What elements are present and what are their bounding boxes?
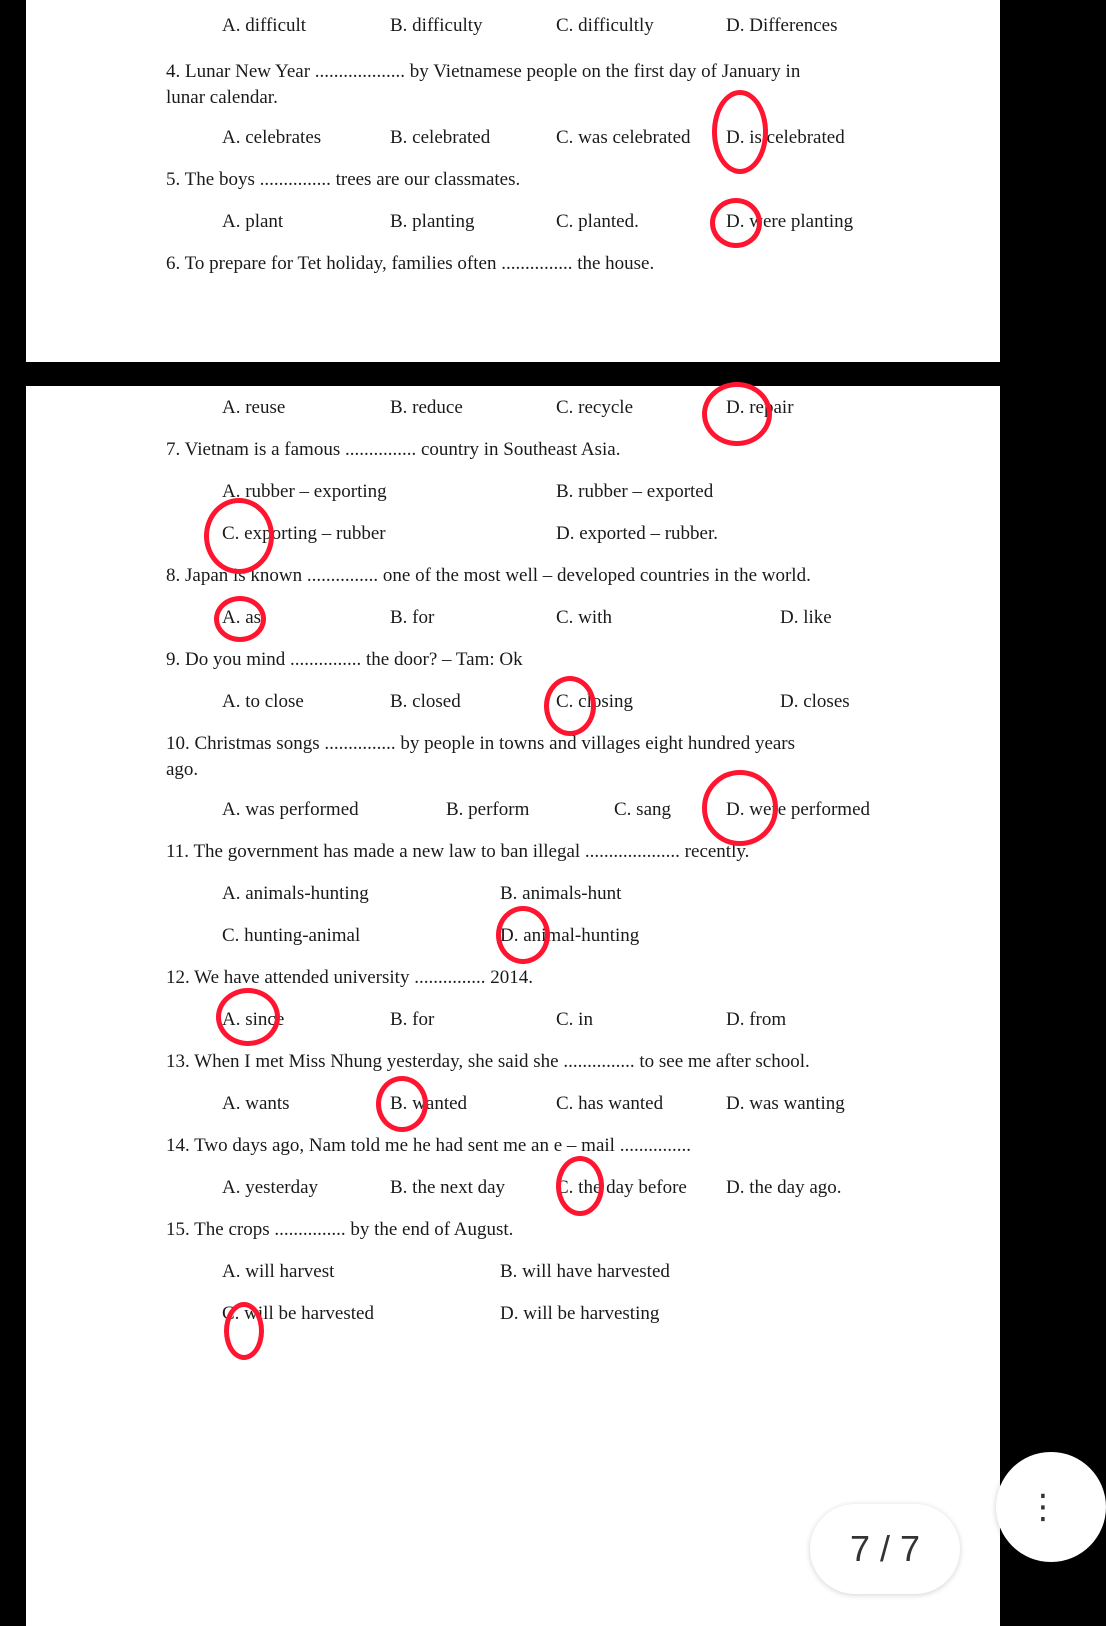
- more-options-icon[interactable]: ⋮: [996, 1452, 1106, 1562]
- q9-option-d: D. closes: [780, 691, 850, 712]
- q10-option-a: A. was performed: [222, 799, 359, 820]
- q14-option-a: A. yesterday: [222, 1177, 319, 1198]
- q6-option-a: A. reuse: [222, 397, 286, 418]
- q13-option-a: A. wants: [222, 1093, 290, 1114]
- q8-option-a: A. as: [222, 607, 262, 628]
- q13-stem: 13. When I met Miss Nhung yesterday, she said she ............... to see me after school.: [166, 1051, 810, 1072]
- q3-option-c: C. difficultly: [556, 15, 654, 36]
- q12-option-a: A. since: [222, 1009, 285, 1030]
- q9-option-b: B. closed: [390, 691, 461, 712]
- q10-stem-line2: ago.: [166, 759, 199, 780]
- q14-stem: 14. Two days ago, Nam told me he had sent me an e – mail ...............: [166, 1135, 691, 1156]
- q7-option-b: B. rubber – exported: [556, 481, 714, 502]
- q11-stem: 11. The government has made a new law to ban illegal .................... recently.: [166, 841, 750, 862]
- q8-option-d: D. like: [780, 607, 832, 628]
- q10-option-b: B. perform: [446, 799, 530, 820]
- q13-option-c: C. has wanted: [556, 1093, 664, 1114]
- q12-stem: 12. We have attended university ............... 2014.: [166, 967, 533, 988]
- q11-option-c: C. hunting-animal: [222, 925, 361, 946]
- q11-option-d: D. animal-hunting: [500, 925, 640, 946]
- q8-option-c: C. with: [556, 607, 612, 628]
- q7-option-c: C. exporting – rubber: [222, 523, 386, 544]
- q6-option-b: B. reduce: [390, 397, 463, 418]
- q15-option-b: B. will have harvested: [500, 1261, 670, 1282]
- q13-option-d: D. was wanting: [726, 1093, 845, 1114]
- q4-option-b: B. celebrated: [390, 127, 491, 148]
- q6-stem: 6. To prepare for Tet holiday, families often ............... the house.: [166, 253, 655, 274]
- q3-option-a: A. difficult: [222, 15, 307, 36]
- q15-option-d: D. will be harvesting: [500, 1303, 660, 1324]
- page-indicator[interactable]: 7 / 7: [810, 1504, 960, 1594]
- q14-option-d: D. the day ago.: [726, 1177, 842, 1198]
- q10-option-c: C. sang: [614, 799, 671, 820]
- q10-stem-line1: 10. Christmas songs ............... by people in towns and villages eight hundred years: [166, 733, 796, 754]
- q6-option-d: D. repair: [726, 397, 794, 418]
- q10-option-d: D. were performed: [726, 799, 871, 820]
- q3-option-d: D. Differences: [726, 15, 838, 36]
- q7-stem: 7. Vietnam is a famous ............... country in Southeast Asia.: [166, 439, 621, 460]
- q15-stem: 15. The crops ............... by the end of August.: [166, 1219, 514, 1240]
- q7-option-a: A. rubber – exporting: [222, 481, 387, 502]
- q11-option-a: A. animals-hunting: [222, 883, 369, 904]
- q12-option-b: B. for: [390, 1009, 435, 1030]
- q5-option-c: C. planted.: [556, 211, 639, 232]
- q5-option-a: A. plant: [222, 211, 284, 232]
- q13-option-b: B. wanted: [390, 1093, 468, 1114]
- q7-option-d: D. exported – rubber.: [556, 523, 718, 544]
- q14-option-b: B. the next day: [390, 1177, 506, 1198]
- q5-option-d: D. were planting: [726, 211, 854, 232]
- q4-option-d: D. is celebrated: [726, 127, 845, 148]
- q15-option-c: C. will be harvested: [222, 1303, 374, 1324]
- q5-option-b: B. planting: [390, 211, 475, 232]
- q9-option-c: C. closing: [556, 691, 634, 712]
- q5-stem: 5. The boys ............... trees are our classmates.: [166, 169, 521, 190]
- q4-option-a: A. celebrates: [222, 127, 322, 148]
- q12-option-d: D. from: [726, 1009, 787, 1030]
- q4-stem-line1: 4. Lunar New Year ................... by Vietnamese people on the first day of January in: [166, 61, 801, 82]
- document-page-lower: [26, 386, 1060, 1626]
- q15-option-a: A. will harvest: [222, 1261, 335, 1282]
- q3-option-b: B. difficulty: [390, 15, 483, 36]
- q12-option-c: C. in: [556, 1009, 593, 1030]
- q9-option-a: A. to close: [222, 691, 304, 712]
- q8-option-b: B. for: [390, 607, 435, 628]
- q6-option-c: C. recycle: [556, 397, 634, 418]
- q9-stem: 9. Do you mind ............... the door? – Tam: Ok: [166, 649, 523, 670]
- q11-option-b: B. animals-hunt: [500, 883, 622, 904]
- q4-option-c: C. was celebrated: [556, 127, 691, 148]
- q4-stem-line2: lunar calendar.: [166, 87, 278, 108]
- q8-stem: 8. Japan is known ............... one of the most well – developed countries in the world.: [166, 565, 811, 586]
- document-page-upper: [26, 0, 1000, 362]
- q14-option-c: C. the day before: [556, 1177, 687, 1198]
